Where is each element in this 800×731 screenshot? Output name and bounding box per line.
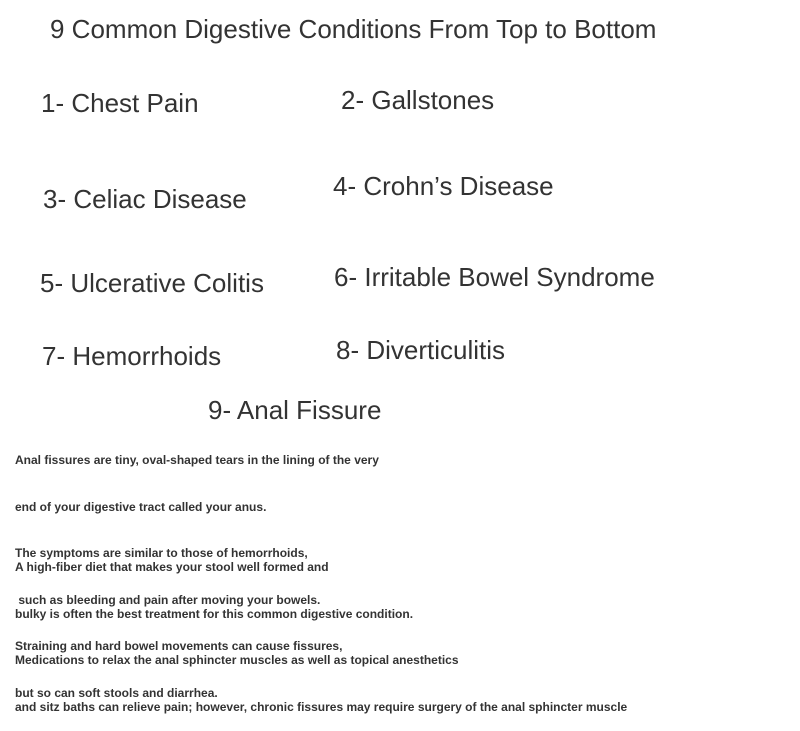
condition-item-hemorrhoids: 7- Hemorrhoids [42, 341, 222, 371]
treatment-line: Medications to relax the anal sphincter muscles as well as topical anesthetics [15, 653, 459, 667]
condition-item-diverticulitis: 8- Diverticulitis [336, 335, 506, 365]
description-line: such as bleeding and pain after moving your bowels. [15, 592, 321, 607]
condition-item-irritable-bowel-syndrome: 6- Irritable Bowel Syndrome [334, 262, 655, 292]
description-line: Straining and hard bowel movements can cause fissures, [15, 639, 343, 653]
treatment-line: bulky is often the best treatment for this common digestive condition. [15, 606, 414, 621]
condition-item-chest-pain: 1- Chest Pain [41, 88, 199, 118]
page-title: 9 Common Digestive Conditions From Top to Bottom [50, 14, 657, 44]
description-line: but so can soft stools and diarrhea. [15, 685, 218, 700]
condition-item-ulcerative-colitis: 5- Ulcerative Colitis [40, 268, 264, 298]
treatment-line: and sitz baths can relieve pain; however, chronic fissures may require surgery of the anal sphincter muscle [15, 699, 628, 714]
condition-item-celiac-disease: 3- Celiac Disease [43, 184, 247, 214]
condition-item-crohns-disease: 4- Crohn’s Disease [333, 171, 554, 201]
anal-fissure-treatment [15, 529, 627, 731]
condition-item-anal-fissure: 9- Anal Fissure [208, 395, 382, 425]
condition-item-gallstones: 2- Gallstones [341, 85, 495, 115]
treatment-line: A high-fiber diet that makes your stool well formed and [15, 560, 329, 574]
description-line: end of your digestive tract called your anus. [15, 499, 267, 514]
description-line: The symptoms are similar to those of hemorrhoids, [15, 546, 308, 560]
description-line: Anal fissures are tiny, oval-shaped tears in the lining of the very [15, 453, 379, 467]
